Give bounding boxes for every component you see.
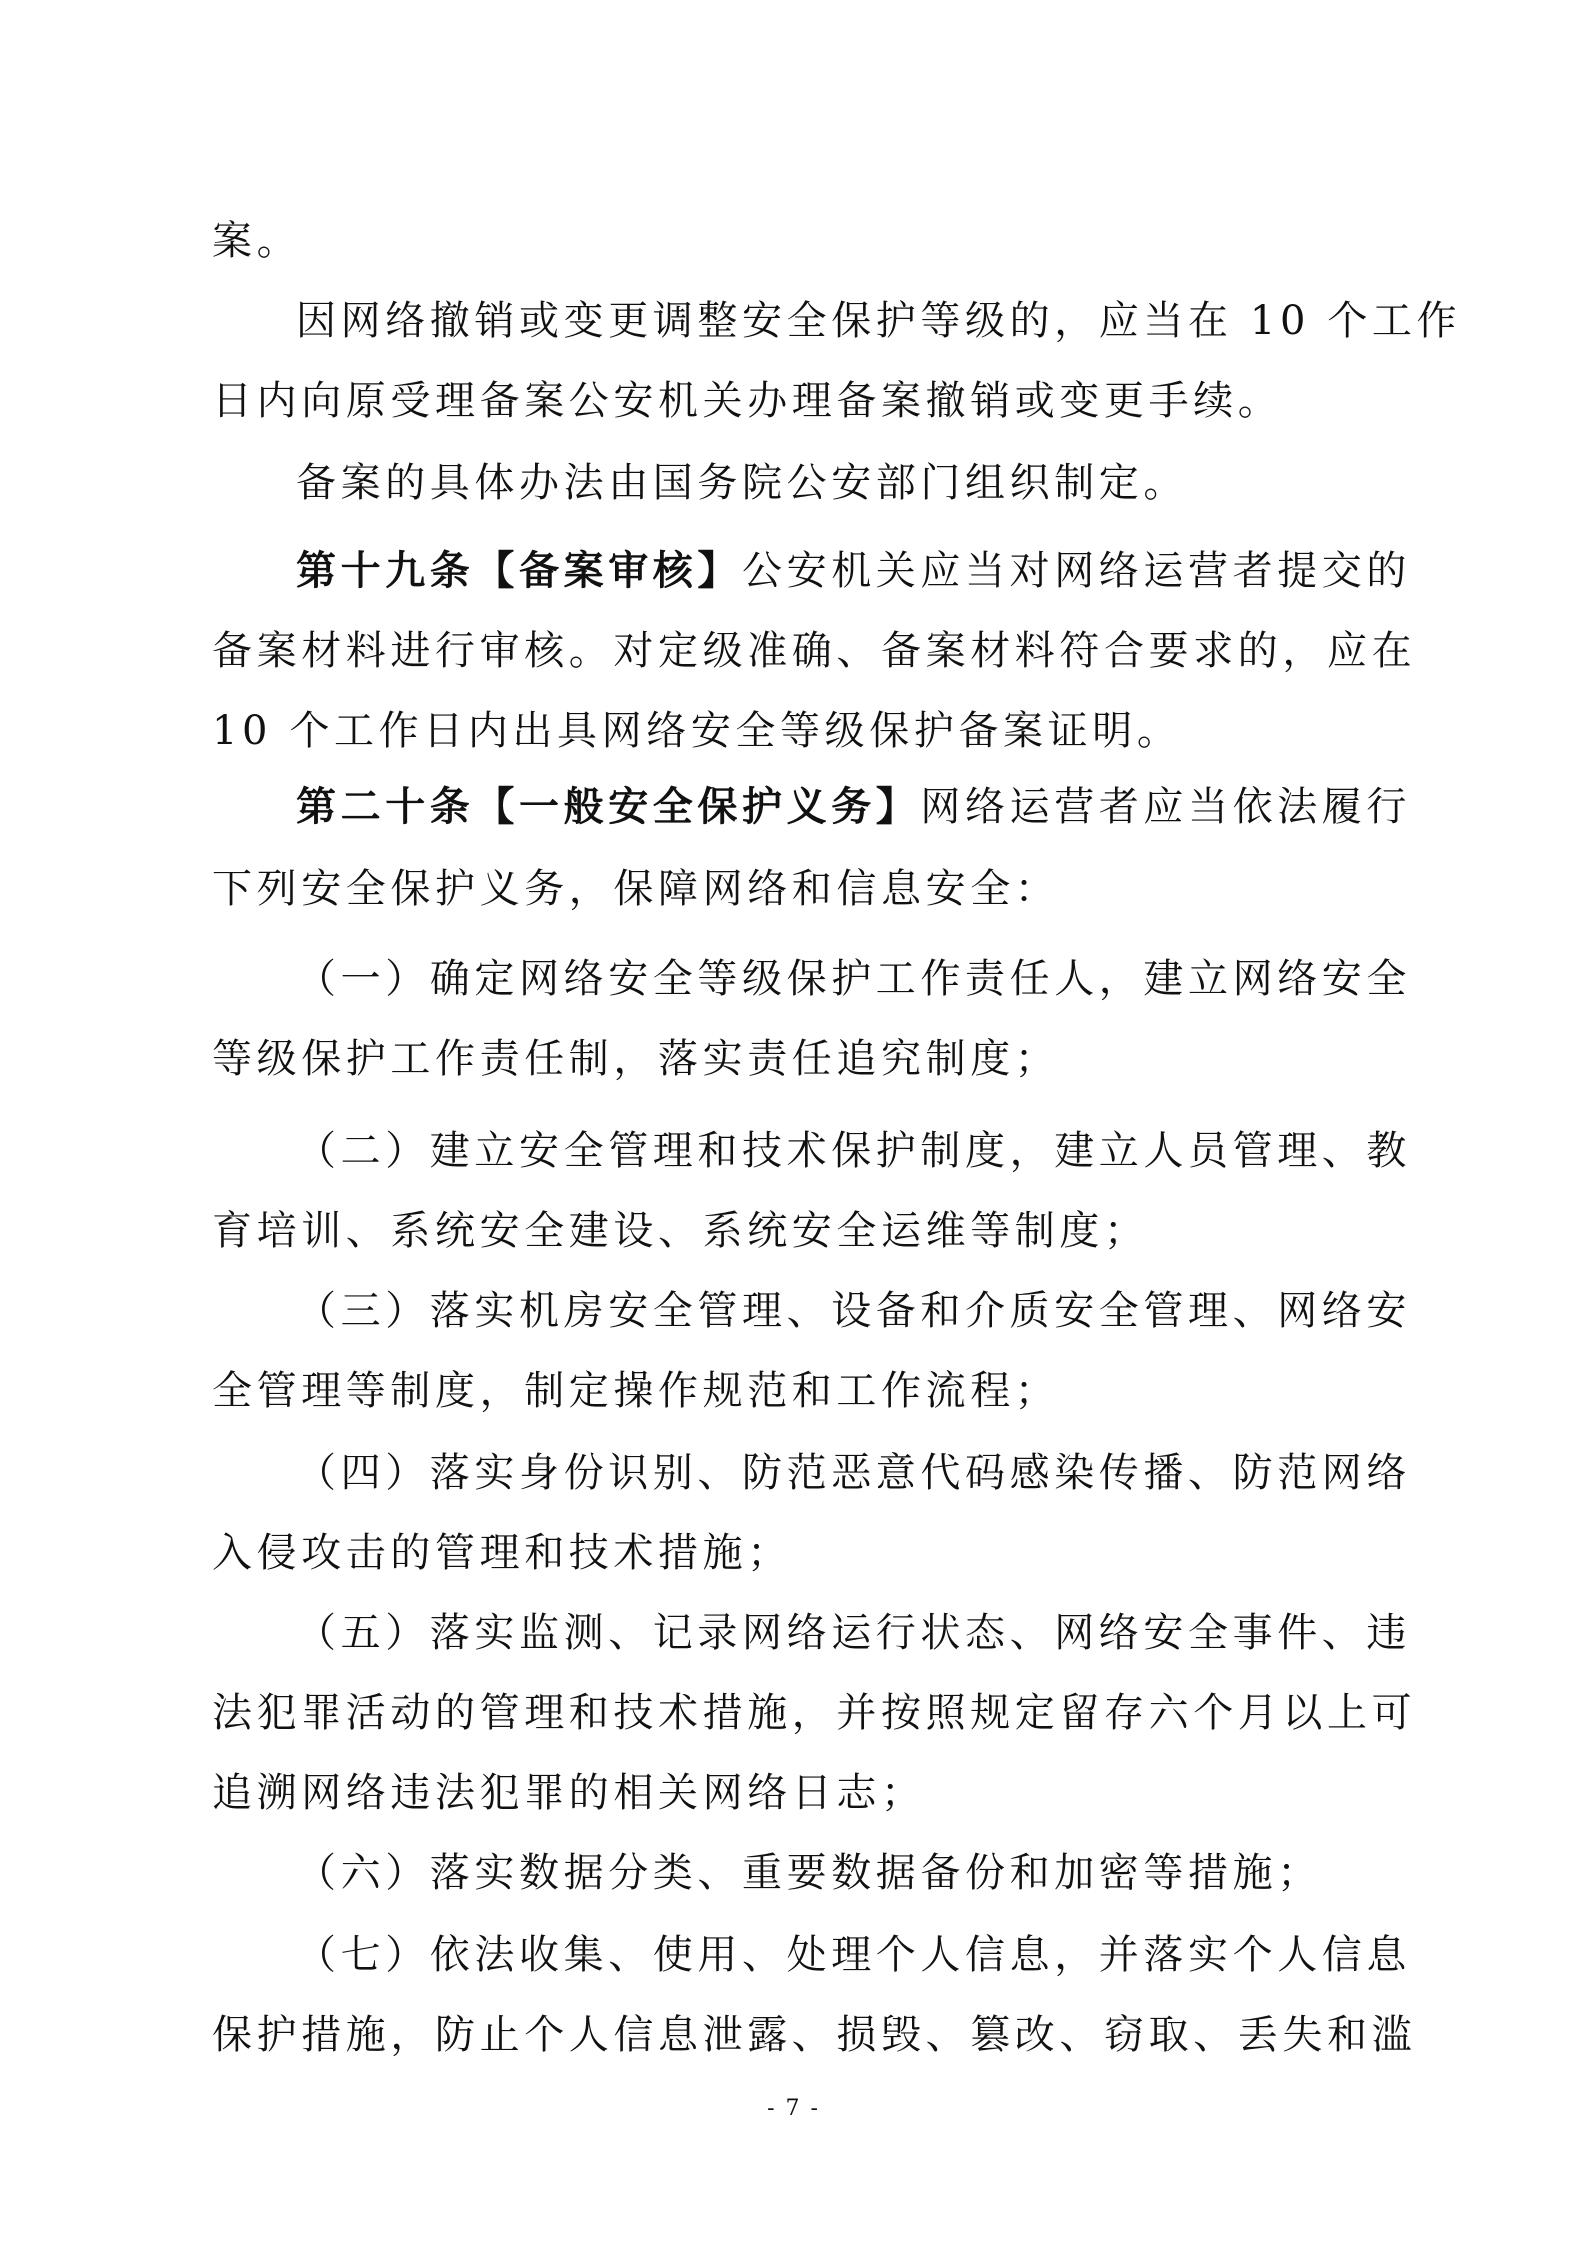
text-line: 案。	[212, 218, 302, 264]
text-line: 入侵攻击的管理和技术措施；	[212, 1530, 792, 1576]
list-item-line: （二）建立安全管理和技术保护制度，建立人员管理、教	[296, 1128, 1411, 1174]
list-item-line: （一）确定网络安全等级保护工作责任人，建立网络安全	[296, 956, 1411, 1002]
list-item-line: （三）落实机房安全管理、设备和介质安全管理、网络安	[296, 1288, 1411, 1334]
text-line: 备案材料进行审核。对定级准确、备案材料符合要求的，应在	[212, 628, 1417, 674]
text-line: 10 个工作日内出具网络安全等级保护备案证明。	[212, 708, 1182, 754]
list-item-line: （四）落实身份识别、防范恶意代码感染传播、防范网络	[296, 1450, 1411, 1496]
text-line: 因网络撤销或变更调整安全保护等级的，应当在 10 个工作	[296, 298, 1462, 344]
list-item-line: （五）落实监测、记录网络运行状态、网络安全事件、违	[296, 1610, 1411, 1656]
article-heading-line: 第二十条【一般安全保护义务】网络运营者应当依法履行	[296, 783, 1412, 830]
text-line: 等级保护工作责任制，落实责任追究制度；	[212, 1036, 1060, 1082]
text-line: 保护措施，防止个人信息泄露、损毁、篡改、窃取、丢失和滥	[212, 2012, 1417, 2058]
article-heading-line: 第十九条【备案审核】公安机关应当对网络运营者提交的	[296, 547, 1411, 594]
article-title: 第十九条【备案审核】	[296, 547, 742, 594]
page-number: - 7 -	[767, 2096, 820, 2121]
list-item-line: （七）依法收集、使用、处理个人信息，并落实个人信息	[296, 1932, 1411, 1978]
text-line: 备案的具体办法由国务院公安部门组织制定。	[296, 460, 1188, 506]
list-item-line: （六）落实数据分类、重要数据备份和加密等措施；	[296, 1850, 1322, 1896]
text-line: 育培训、系统安全建设、系统安全运维等制度；	[212, 1208, 1149, 1254]
text-line: 日内向原受理备案公安机关办理备案撤销或变更手续。	[212, 378, 1283, 424]
text-line: 追溯网络违法犯罪的相关网络日志；	[212, 1770, 926, 1816]
text-line: 下列安全保护义务，保障网络和信息安全：	[212, 866, 1060, 912]
article-title: 第二十条【一般安全保护义务】	[296, 783, 921, 830]
text-line: 法犯罪活动的管理和技术措施，并按照规定留存六个月以上可	[212, 1690, 1417, 1736]
text-line: 全管理等制度，制定操作规范和工作流程；	[212, 1368, 1060, 1414]
